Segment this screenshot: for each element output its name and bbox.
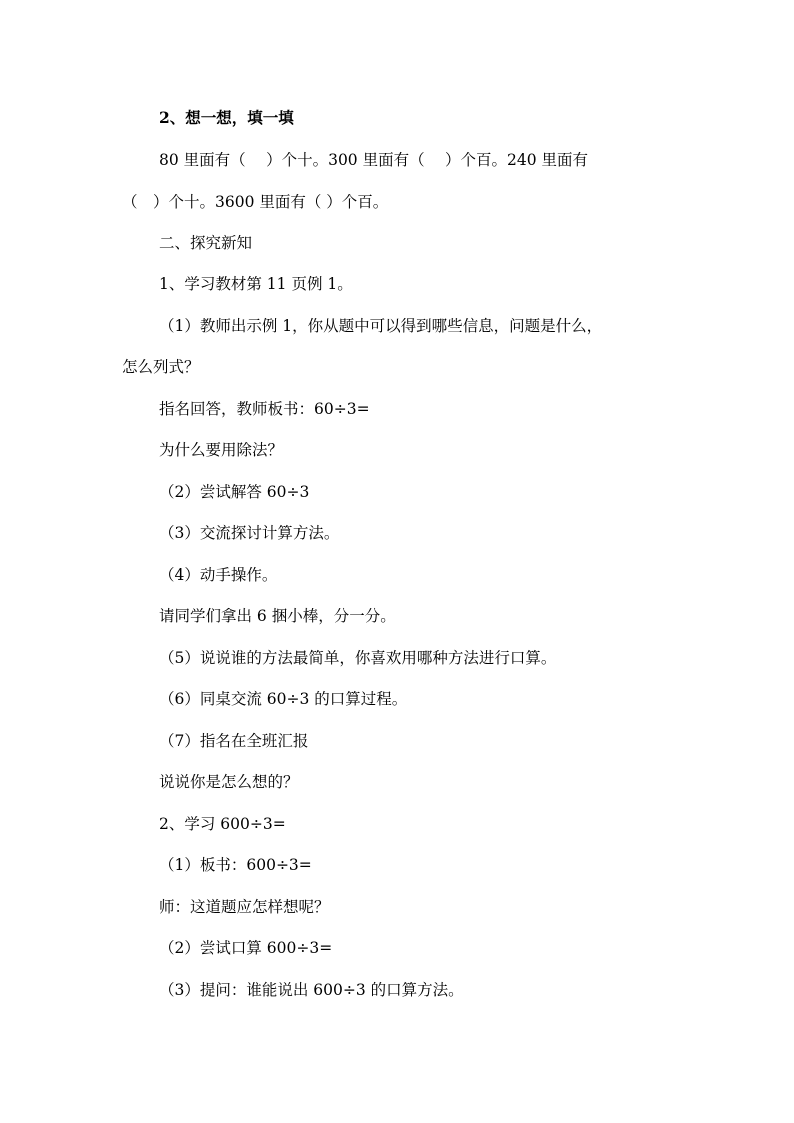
paragraph-line: （7）指名在全班汇报 xyxy=(159,732,309,750)
paragraph-line: （2）尝试口算 600÷3= xyxy=(159,939,333,957)
paragraph-line: （1）教师出示例 1，你从题中可以得到哪些信息，问题是什么， xyxy=(159,317,603,335)
paragraph-line: 1、学习教材第 11 页例 1。 xyxy=(159,275,353,293)
paragraph-line: （3）提问：谁能说出 600÷3 的口算方法。 xyxy=(159,981,464,999)
paragraph-line: （5）说说谁的方法最简单，你喜欢用哪种方法进行口算。 xyxy=(159,649,557,667)
paragraph-line: （3）交流探讨计算方法。 xyxy=(159,524,340,542)
paragraph-line: 说说你是怎么想的？ xyxy=(159,773,299,791)
paragraph-line: （1）板书：600÷3= xyxy=(159,856,312,874)
paragraph-line: 请同学们拿出 6 捆小棒，分一分。 xyxy=(159,607,396,625)
paragraph-line: （2）尝试解答 60÷3 xyxy=(159,483,310,501)
paragraph-line: 怎么列式？ xyxy=(122,358,200,376)
section-heading-explore: 二、探究新知 xyxy=(159,234,253,252)
paragraph-line: 指名回答，教师板书：60÷3= xyxy=(159,400,370,418)
paragraph-line: 为什么要用除法？ xyxy=(159,441,284,459)
paragraph-line: （ ）个十。3600 里面有（ ）个百。 xyxy=(122,193,389,211)
paragraph-line: 80 里面有（ ）个十。300 里面有（ ）个百。240 里面有 xyxy=(159,151,589,169)
section-heading-fill-in: 2、想一想，填一填 xyxy=(159,108,294,127)
paragraph-line: （4）动手操作。 xyxy=(159,566,278,584)
paragraph-line: （6）同桌交流 60÷3 的口算过程。 xyxy=(159,690,408,708)
paragraph-line: 师：这道题应怎样想呢？ xyxy=(159,898,330,916)
paragraph-line: 2、学习 600÷3= xyxy=(159,815,286,833)
